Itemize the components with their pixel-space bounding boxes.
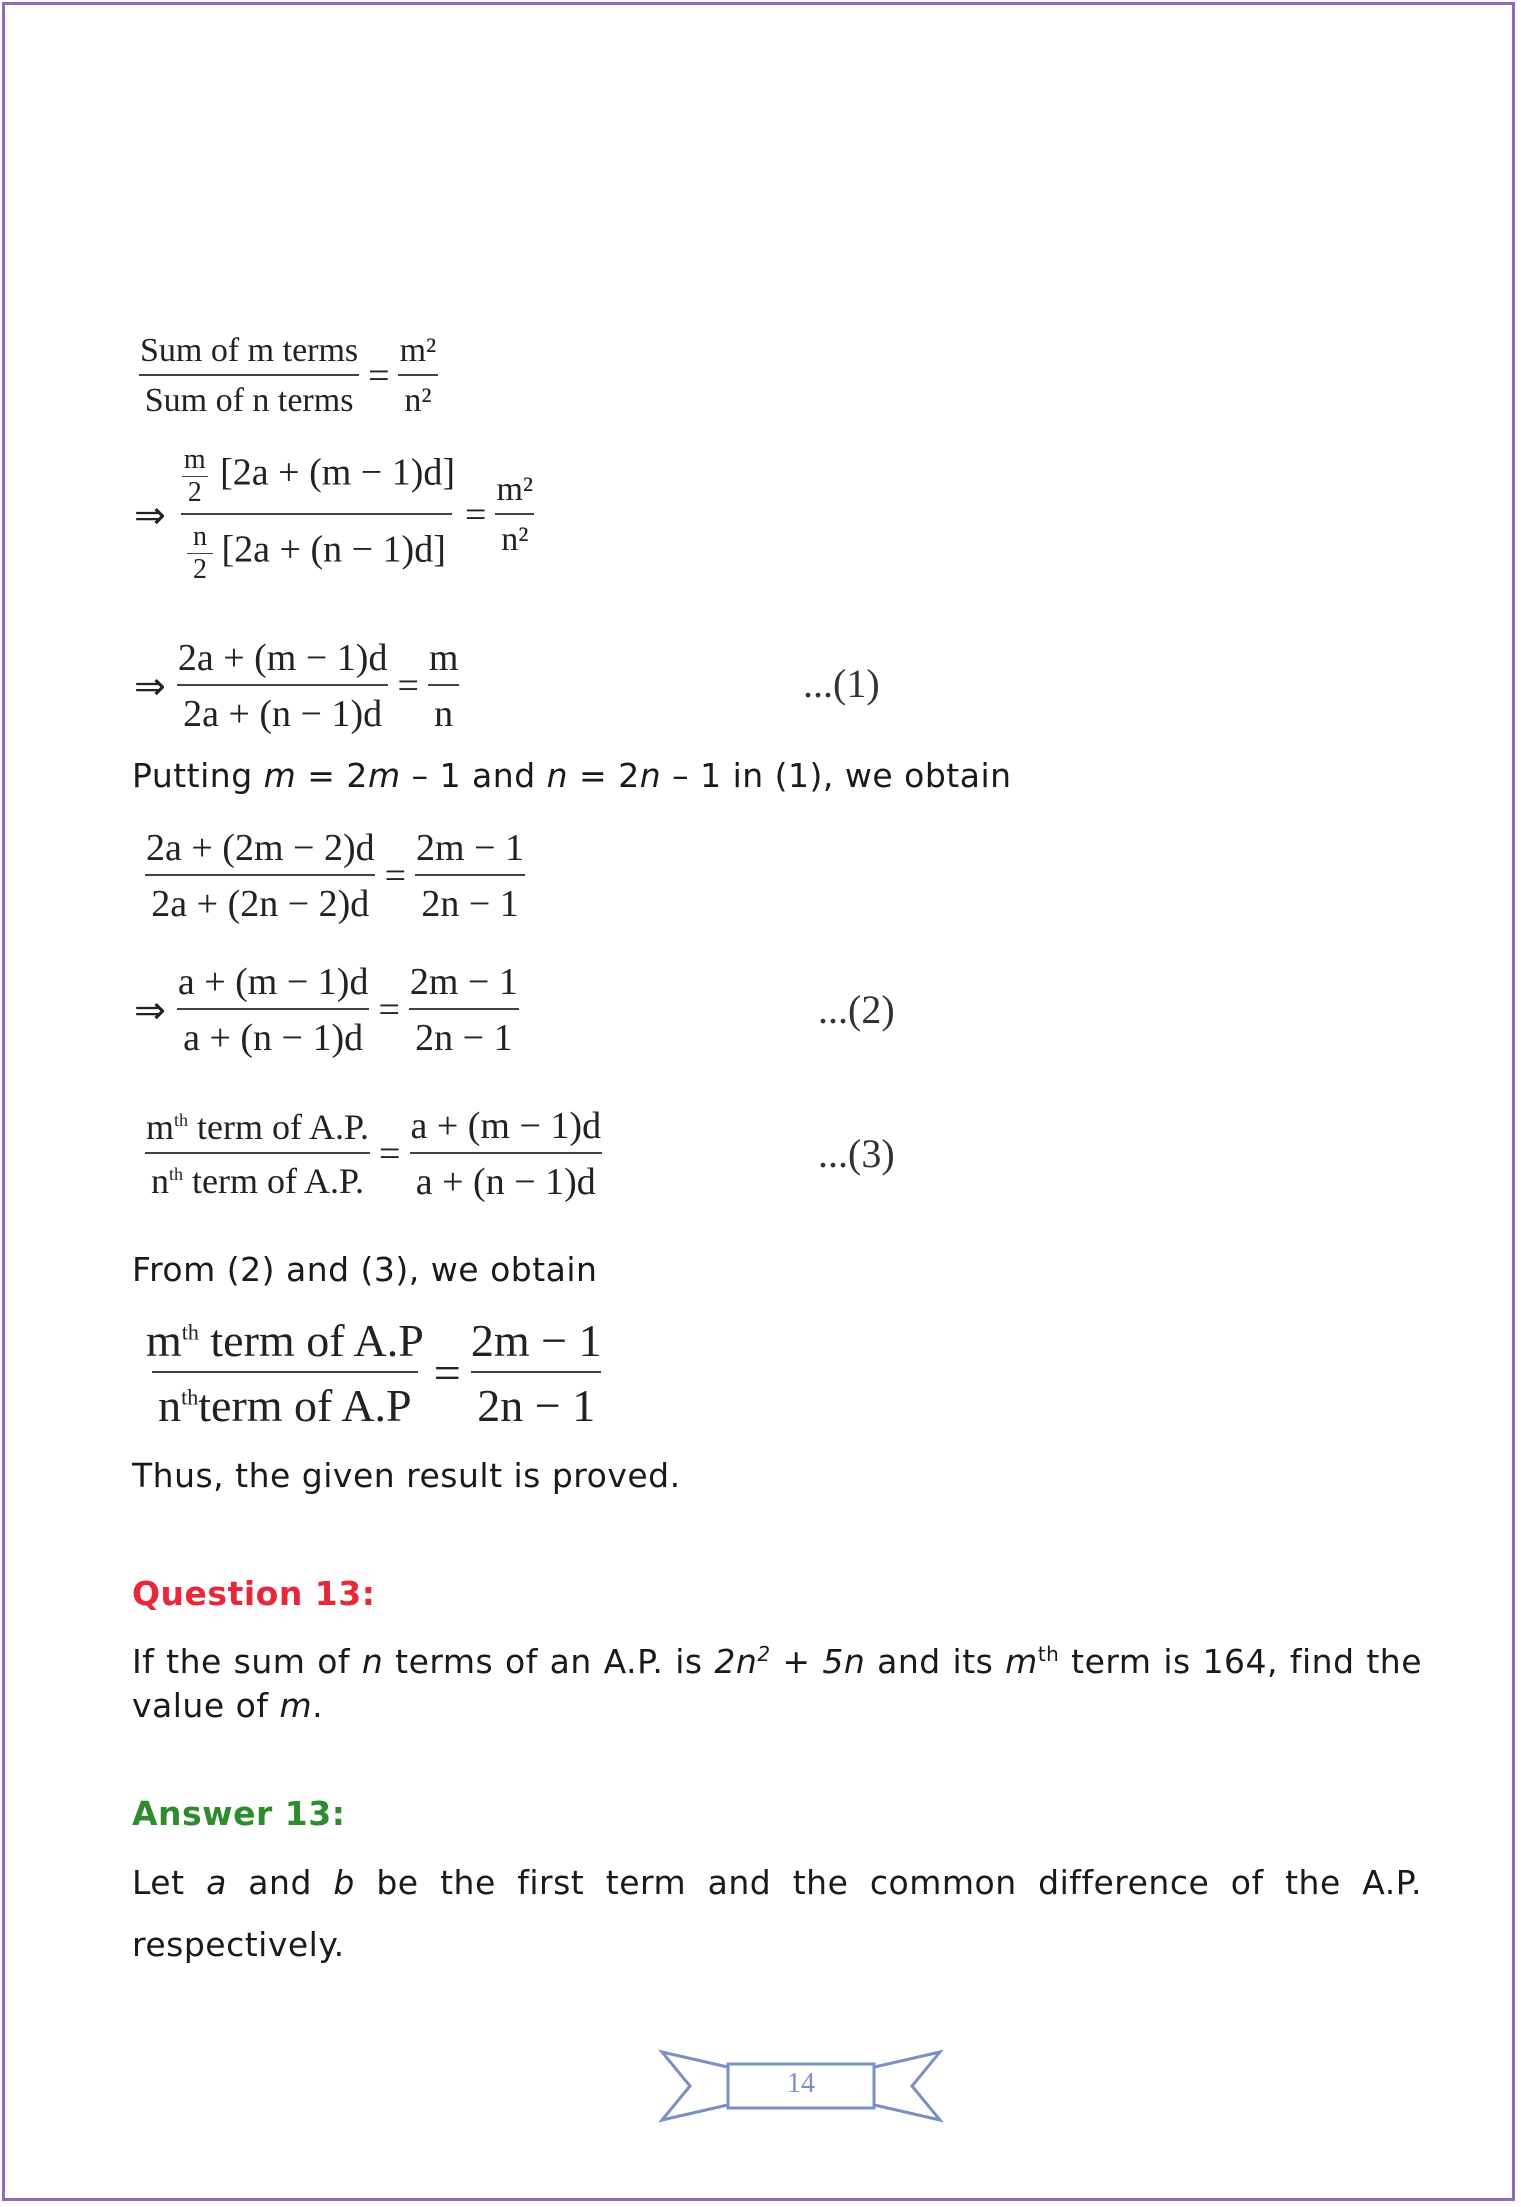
- eq5-lhs-denominator: a + (n − 1)d: [177, 1008, 369, 1060]
- text: term is 164, find the: [1059, 1642, 1423, 1681]
- text: Putting: [132, 756, 264, 795]
- text: – 1 and: [400, 756, 547, 795]
- eq6-rhs-numerator: a + (m − 1)d: [410, 1105, 602, 1147]
- eq1-lhs-denominator: Sum of n terms: [139, 374, 360, 420]
- eq1-rhs-denominator: n²: [398, 374, 437, 420]
- superscript: th: [174, 1110, 189, 1130]
- text: = 2: [568, 756, 640, 795]
- equals-sign: =: [378, 989, 400, 1031]
- question-heading: Question 13:: [132, 1574, 376, 1613]
- text: Let: [132, 1863, 207, 1902]
- question-line-2: [132, 1684, 1422, 1728]
- superscript: th: [181, 1384, 199, 1410]
- equation-7: [140, 1314, 608, 1432]
- eq6-lhs-denominator: [145, 1152, 370, 1202]
- var: m: [263, 756, 297, 795]
- var: m: [279, 1686, 313, 1725]
- eq2-bot-coef-num: n: [193, 521, 207, 552]
- eq4-lhs-numerator: 2a + (2m − 2)d: [146, 827, 375, 869]
- putting-sentence: [132, 756, 1012, 795]
- eq3-lhs-numerator: 2a + (m − 1)d: [177, 637, 388, 679]
- eq6-lhs-numerator: [140, 1106, 375, 1152]
- var: m: [1005, 1642, 1038, 1681]
- eq7-lhs-denominator: [152, 1371, 418, 1432]
- var: a: [206, 1863, 227, 1902]
- eq2-numerator: [172, 444, 461, 513]
- equation-tag-3: ...(3): [818, 1131, 895, 1176]
- equation-2: [134, 444, 539, 586]
- eq3-rhs-numerator: m: [428, 637, 459, 679]
- from-sentence: From (2) and (3), we obtain: [132, 1250, 598, 1289]
- var: m: [367, 756, 401, 795]
- equation-5: [134, 960, 524, 1060]
- var: 5n: [822, 1642, 866, 1681]
- text: m: [146, 1315, 182, 1366]
- superscript: th: [169, 1164, 184, 1184]
- text: = 2: [296, 756, 368, 795]
- answer-heading: Answer 13:: [132, 1794, 346, 1833]
- equation-4: [140, 826, 530, 926]
- equation-1: [134, 332, 442, 420]
- answer-line-2: respectively.: [132, 1925, 345, 1964]
- equals-sign: =: [368, 355, 390, 397]
- eq3-lhs-denominator: 2a + (n − 1)d: [177, 684, 388, 736]
- eq2-rhs-denominator: n²: [495, 513, 534, 559]
- eq2-denominator: [181, 513, 452, 586]
- text: value of: [132, 1686, 280, 1725]
- text: .: [312, 1686, 324, 1725]
- superscript: th: [181, 1319, 199, 1345]
- eq2-bot-coef-den: 2: [187, 553, 213, 586]
- eq4-rhs-numerator: 2m − 1: [416, 827, 525, 869]
- text: – 1 in (1), we obtain: [661, 756, 1012, 795]
- question-text: [132, 1632, 1422, 1728]
- equals-sign: =: [379, 1133, 401, 1175]
- var: [714, 1642, 770, 1681]
- eq2-top-coef-den: 2: [182, 476, 208, 509]
- var: n: [361, 1642, 384, 1681]
- eq4-lhs-denominator: 2a + (2n − 2)d: [145, 874, 375, 926]
- eq3-rhs-denominator: n: [428, 684, 459, 736]
- equation-6: [140, 1104, 607, 1204]
- text: term of A.P.: [188, 1107, 370, 1147]
- equals-sign: =: [397, 665, 419, 707]
- text: terms of an A.P. is: [383, 1642, 715, 1681]
- eq2-top-bracket: [2a + (m − 1)d]: [220, 451, 456, 494]
- text: m: [146, 1107, 175, 1147]
- text: term of A.P: [198, 1315, 424, 1366]
- question-line-1: [132, 1632, 1422, 1684]
- eq2-bot-bracket: [2a + (n − 1)d]: [221, 528, 446, 571]
- eq7-lhs-numerator: [140, 1314, 430, 1371]
- var: n: [639, 756, 662, 795]
- eq7-rhs-denominator: 2n − 1: [471, 1371, 601, 1432]
- answer-text: [132, 1852, 1422, 1976]
- eq7-rhs-numerator: 2m − 1: [470, 1315, 602, 1366]
- superscript: 2: [757, 1642, 771, 1666]
- implies-arrow: ⇒: [134, 989, 166, 1032]
- text: term of A.P.: [183, 1161, 365, 1201]
- equation-tag-1: ...(1): [803, 661, 880, 706]
- equals-sign: =: [384, 855, 407, 897]
- text: 2n: [714, 1642, 758, 1681]
- conclusion-sentence: Thus, the given result is proved.: [132, 1456, 681, 1495]
- page-number: 14: [787, 2068, 815, 2099]
- eq5-rhs-numerator: 2m − 1: [409, 961, 518, 1003]
- answer-line-1: [132, 1852, 1422, 1914]
- var: b: [333, 1863, 355, 1902]
- eq1-rhs-numerator: m²: [399, 332, 437, 369]
- eq5-lhs-numerator: a + (m − 1)d: [177, 961, 369, 1003]
- text: If the sum of: [132, 1642, 362, 1681]
- eq5-rhs-denominator: 2n − 1: [409, 1008, 518, 1060]
- text: and its: [865, 1642, 1006, 1681]
- text: n: [158, 1380, 182, 1431]
- text: term of A.P: [198, 1380, 412, 1431]
- text: be the first term and the common difference of the A.P.: [354, 1863, 1422, 1902]
- text: +: [770, 1642, 823, 1681]
- eq6-rhs-denominator: a + (n − 1)d: [410, 1152, 602, 1204]
- eq1-lhs-numerator: Sum of m terms: [140, 332, 359, 369]
- text: n: [151, 1161, 169, 1201]
- var: n: [546, 756, 569, 795]
- equation-tag-2: ...(2): [818, 987, 895, 1032]
- text: and: [226, 1863, 334, 1902]
- equals-sign: =: [433, 1346, 461, 1400]
- page-number-ribbon: [656, 2046, 946, 2126]
- equation-3: [134, 636, 464, 736]
- eq2-top-coef-num: m: [183, 444, 206, 475]
- implies-arrow: ⇒: [134, 665, 166, 708]
- equals-sign: =: [465, 494, 487, 536]
- implies-arrow: ⇒: [134, 494, 166, 537]
- eq2-rhs-numerator: m²: [496, 471, 534, 508]
- superscript: th: [1037, 1642, 1060, 1666]
- eq4-rhs-denominator: 2n − 1: [415, 874, 524, 926]
